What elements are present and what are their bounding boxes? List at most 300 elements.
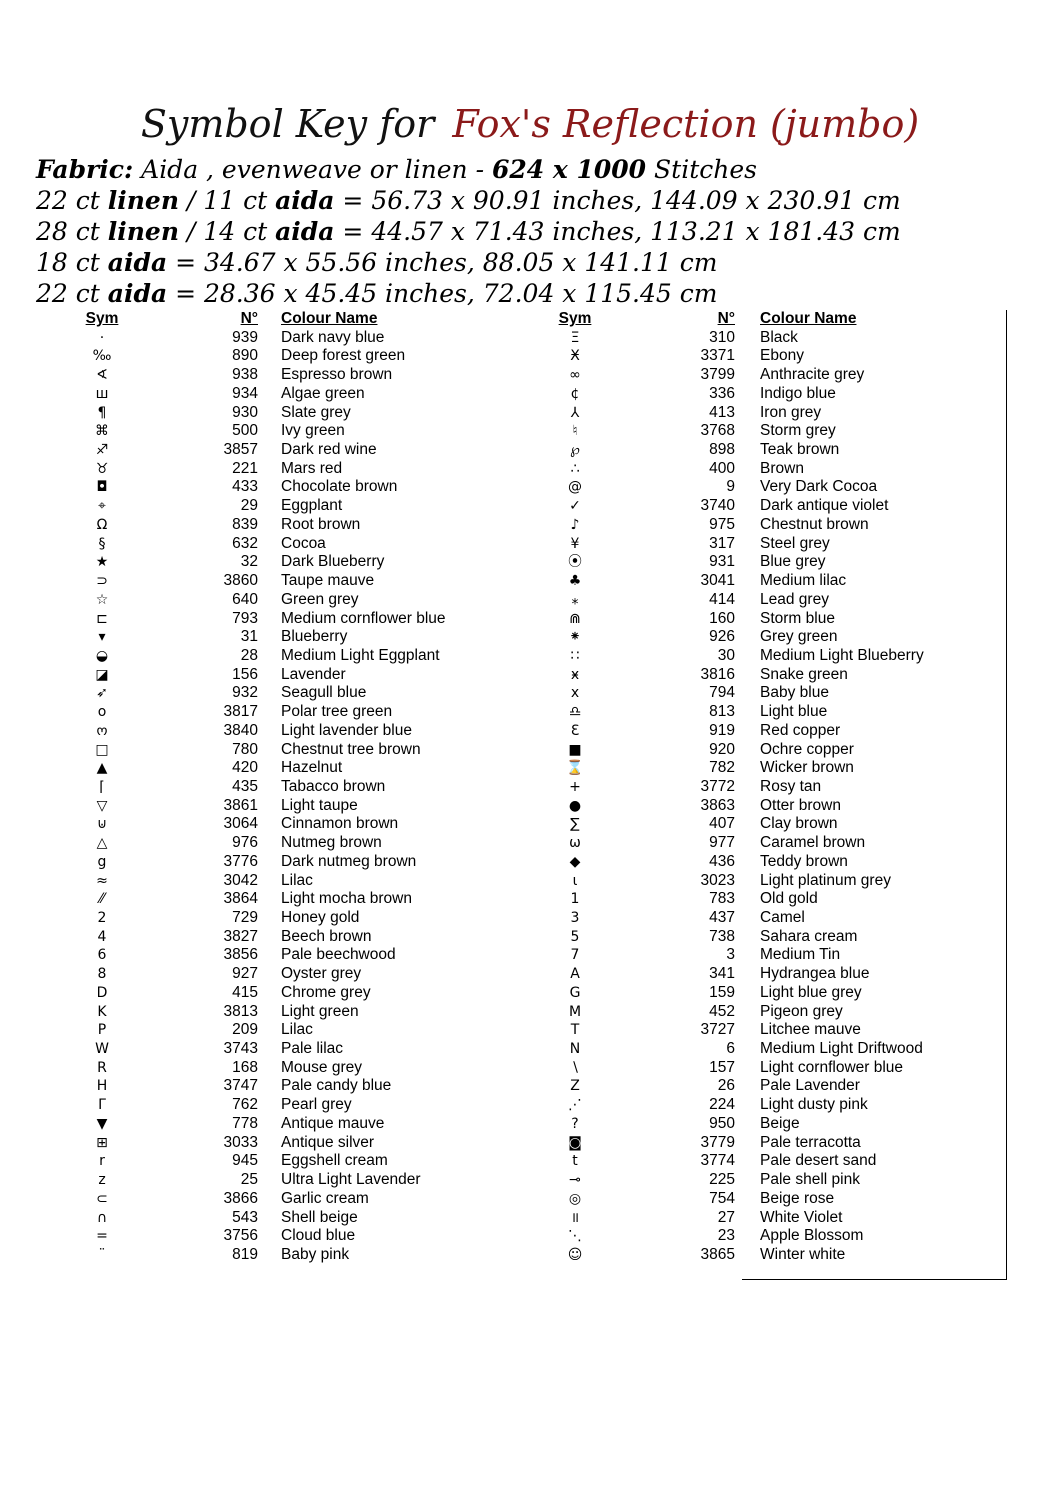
table-row	[0, 1115, 520, 1134]
number-cell: 30	[717, 646, 735, 664]
number-cell: 3866	[223, 1189, 258, 1207]
key-column-right	[520, 310, 1060, 1265]
number-cell: 938	[232, 366, 258, 384]
colour-name-cell: Ochre copper	[760, 740, 854, 758]
symbol-cell: ⌘	[95, 423, 109, 440]
table-row	[0, 1003, 520, 1022]
colour-name-cell: Espresso brown	[281, 366, 393, 384]
symbol-cell: 7	[570, 947, 580, 964]
table-row	[0, 778, 520, 797]
symbol-cell: ♉	[95, 460, 109, 477]
symbol-cell: ∷	[570, 647, 580, 664]
symbol-cell: ▲	[96, 760, 108, 777]
symbol-cell: A	[570, 966, 580, 983]
colour-name-cell: Beech brown	[281, 927, 372, 945]
number-cell: 3799	[700, 366, 735, 384]
number-cell: 931	[709, 553, 735, 571]
colour-name-cell: Light blue grey	[760, 983, 862, 1001]
symbol-cell: ∢	[96, 367, 108, 384]
number-cell: 224	[709, 1096, 735, 1114]
table-row	[0, 1059, 520, 1078]
symbol-cell: ☆	[95, 591, 109, 608]
colour-name-cell: Camel	[760, 909, 805, 926]
colour-name-cell: Pale lilac	[281, 1040, 344, 1058]
size-line-18ct-aida: 18 ct aida = 34.67 x 55.56 inches, 88.05 x 141.11 cm	[36, 248, 718, 277]
colour-name-cell: Pale shell pink	[760, 1171, 860, 1189]
table-row	[520, 1040, 1060, 1059]
table-row	[520, 853, 1060, 872]
colour-name-cell: Cloud blue	[281, 1227, 356, 1245]
symbol-cell: ॥	[570, 1209, 580, 1226]
symbol-cell: ⋒	[569, 610, 581, 627]
colour-name-cell: Root brown	[281, 515, 361, 533]
table-row	[520, 1021, 1060, 1040]
symbol-cell: +	[569, 778, 581, 795]
table-row	[520, 422, 1060, 441]
number-cell: 975	[709, 515, 735, 533]
table-row	[0, 666, 520, 685]
symbol-cell: 8	[97, 966, 107, 983]
number-cell: 839	[232, 515, 258, 533]
table-row	[520, 890, 1060, 909]
number-cell: 950	[709, 1114, 735, 1132]
colour-name-cell: Lilac	[281, 1021, 313, 1039]
number-cell: 3033	[223, 1133, 258, 1151]
number-cell: 778	[232, 1114, 258, 1132]
number-cell: 3857	[223, 441, 258, 459]
table-row	[520, 478, 1060, 497]
number-cell: 920	[709, 740, 735, 758]
colour-name-cell: Chrome grey	[281, 983, 371, 1001]
table-row	[0, 834, 520, 853]
number-cell: 3740	[700, 497, 735, 515]
symbol-cell: ♮	[572, 423, 578, 440]
colour-name-cell: Light blue	[760, 703, 828, 721]
number-cell: 9	[726, 478, 735, 496]
symbol-cell: Ӿ	[570, 348, 580, 365]
size-line-22ct-linen: 22 ct linen / 11 ct aida = 56.73 x 90.91 inches, 144.09 x 230.91 cm	[36, 186, 901, 215]
number-cell: 437	[709, 909, 735, 926]
number-cell: 3743	[223, 1040, 258, 1058]
symbol-cell: ◙	[568, 1134, 582, 1151]
symbol-cell: x	[570, 685, 580, 702]
colour-name-cell: Hazelnut	[281, 759, 343, 777]
table-row	[520, 1190, 1060, 1209]
colour-name-cell: Pale candy blue	[281, 1077, 392, 1095]
number-cell: 26	[717, 1077, 735, 1095]
table-row	[520, 647, 1060, 666]
symbol-cell: Ξ	[570, 329, 580, 346]
number-cell: 28	[240, 646, 258, 664]
table-row	[520, 666, 1060, 685]
colour-name-cell: Pearl grey	[281, 1096, 352, 1114]
symbol-cell: □	[95, 741, 109, 758]
number-cell: 3816	[700, 665, 735, 683]
table-row	[0, 516, 520, 535]
size-line-28ct-linen: 28 ct linen / 14 ct aida = 44.57 x 71.43 inches, 113.21 x 181.43 cm	[36, 217, 901, 246]
number-cell: 3827	[223, 927, 258, 945]
symbol-cell: 5	[570, 928, 580, 945]
number-cell: 543	[232, 1208, 258, 1226]
symbol-cell: 6	[97, 947, 107, 964]
colour-name-cell: Storm blue	[760, 609, 835, 627]
number-cell: 317	[709, 534, 735, 552]
table-row	[520, 741, 1060, 760]
symbol-cell: ∴	[570, 460, 580, 477]
number-cell: 3772	[700, 777, 735, 795]
colour-name-cell: Light green	[281, 1002, 359, 1020]
number-cell: 225	[709, 1171, 735, 1189]
symbol-cell: ■	[568, 741, 582, 758]
symbol-cell: D	[96, 984, 108, 1001]
colour-name-cell: Blue grey	[760, 553, 826, 571]
key-column-left	[0, 310, 520, 1265]
colour-name-cell: Light cornflower blue	[760, 1058, 904, 1076]
colour-name-cell: Polar tree green	[281, 703, 393, 721]
symbol-cell: T	[570, 1022, 580, 1039]
colour-name-cell: Sahara cream	[760, 927, 858, 945]
symbol-cell: ¥	[570, 535, 580, 552]
number-cell: 157	[709, 1058, 735, 1076]
number-cell: 738	[709, 927, 735, 945]
table-row	[0, 1021, 520, 1040]
number-cell: 310	[709, 328, 735, 346]
table-row	[520, 1152, 1060, 1171]
colour-name-cell: Red copper	[760, 721, 841, 739]
table-row	[520, 1059, 1060, 1078]
symbol-cell: ≈	[96, 872, 108, 889]
colour-name-cell: Slate grey	[281, 403, 351, 421]
number-cell: 168	[232, 1058, 258, 1076]
colour-name-cell: Grey green	[760, 628, 838, 646]
symbol-cell: ♎	[568, 704, 582, 721]
number-cell: 3	[726, 946, 735, 964]
table-row	[0, 946, 520, 965]
symbol-cell: ო	[96, 722, 108, 739]
table-row	[0, 347, 520, 366]
pattern-name: Fox's Reflection (jumbo)	[452, 102, 920, 146]
table-row	[0, 703, 520, 722]
symbol-cell: N	[569, 1041, 581, 1058]
colour-name-cell: Teddy brown	[760, 852, 848, 870]
table-row	[520, 1134, 1060, 1153]
number-cell: 794	[709, 684, 735, 702]
colour-name-cell: Steel grey	[760, 534, 830, 552]
table-row	[0, 1134, 520, 1153]
table-row	[520, 722, 1060, 741]
symbol-cell: ⁄⁄	[99, 891, 105, 908]
symbol-cell: ⅄	[570, 404, 580, 421]
table-row	[520, 385, 1060, 404]
table-row	[520, 1096, 1060, 1115]
symbol-cell: ◒	[95, 647, 109, 664]
symbol-cell: ∑	[570, 816, 580, 833]
number-cell: 6	[726, 1040, 735, 1058]
number-cell: 159	[709, 983, 735, 1001]
symbol-cell: z	[98, 1172, 106, 1189]
header-colour-name: Colour Name	[281, 310, 378, 327]
colour-name-cell: Ultra Light Lavender	[281, 1171, 421, 1189]
number-cell: 414	[709, 590, 735, 608]
right-border-line	[1006, 310, 1007, 1280]
colour-name-cell: Garlic cream	[281, 1189, 369, 1207]
colour-name-cell: Baby pink	[281, 1245, 350, 1263]
colour-name-cell: Mars red	[281, 459, 343, 477]
number-cell: 3813	[223, 1002, 258, 1020]
table-row	[520, 441, 1060, 460]
number-cell: 31	[240, 628, 258, 646]
colour-name-cell: Light dusty pink	[760, 1096, 868, 1114]
number-cell: 932	[232, 684, 258, 702]
symbol-cell: g	[97, 853, 107, 870]
number-cell: 3864	[223, 890, 258, 908]
symbol-cell: t	[572, 1153, 578, 1170]
table-row	[0, 1040, 520, 1059]
table-row	[0, 497, 520, 516]
table-row	[520, 872, 1060, 891]
table-row	[0, 872, 520, 891]
number-cell: 783	[709, 890, 735, 908]
symbol-cell: ⊂	[96, 1190, 108, 1207]
number-cell: 898	[709, 441, 735, 459]
header-sym: Sym	[558, 310, 592, 327]
symbol-cell: ♐	[95, 442, 109, 459]
colour-name-cell: Teak brown	[760, 441, 840, 459]
colour-name-cell: Taupe mauve	[281, 572, 375, 590]
symbol-cell: ◆	[569, 853, 581, 870]
colour-name-cell: Mouse grey	[281, 1058, 362, 1076]
symbol-cell: ɩ	[572, 872, 578, 889]
table-row	[520, 1171, 1060, 1190]
colour-name-cell: Black	[760, 328, 798, 346]
table-row	[0, 965, 520, 984]
symbol-cell: ∖	[570, 1059, 580, 1076]
number-cell: 3817	[223, 703, 258, 721]
left-rows	[0, 329, 520, 1265]
symbol-cell: ➶	[96, 685, 108, 702]
symbol-cell: ∞	[569, 367, 581, 384]
colour-name-cell: Deep forest green	[281, 347, 406, 365]
table-row	[520, 610, 1060, 629]
colour-name-cell: Pale Lavender	[760, 1077, 860, 1095]
table-row	[520, 909, 1060, 928]
number-cell: 976	[232, 834, 258, 852]
number-cell: 25	[240, 1171, 258, 1189]
table-row	[520, 1077, 1060, 1096]
colour-name-cell: Iron grey	[760, 403, 822, 421]
number-cell: 3041	[700, 572, 735, 590]
symbol-cell: P	[97, 1022, 107, 1039]
table-row	[520, 928, 1060, 947]
colour-name-cell: Green grey	[281, 590, 359, 608]
number-cell: 890	[232, 347, 258, 365]
table-row	[520, 535, 1060, 554]
colour-name-cell: Storm grey	[760, 422, 836, 440]
table-row	[520, 1227, 1060, 1246]
symbol-cell: =	[96, 1228, 108, 1245]
table-row	[0, 741, 520, 760]
colour-name-cell: Shell beige	[281, 1208, 358, 1226]
number-cell: 3856	[223, 946, 258, 964]
colour-name-cell: Medium Light Blueberry	[760, 646, 924, 664]
colour-name-cell: Pale desert sand	[760, 1152, 877, 1170]
number-cell: 407	[709, 815, 735, 833]
colour-name-cell: Lead grey	[760, 590, 829, 608]
colour-name-cell: Chestnut brown	[760, 515, 869, 533]
colour-name-cell: Antique silver	[281, 1133, 375, 1151]
number-cell: 939	[232, 328, 258, 346]
symbol-cell: R	[97, 1059, 107, 1076]
table-row	[520, 460, 1060, 479]
number-cell: 977	[709, 834, 735, 852]
symbol-cell: ♪	[570, 516, 580, 533]
colour-name-cell: Blueberry	[281, 628, 348, 646]
colour-name-cell: White Violet	[760, 1208, 843, 1226]
colour-name-cell: Litchee mauve	[760, 1021, 861, 1039]
symbol-cell: ◪	[95, 666, 109, 683]
number-cell: 341	[709, 965, 735, 983]
number-cell: 934	[232, 384, 258, 402]
symbol-cell: ◘	[96, 479, 108, 496]
symbol-cell: §	[98, 535, 106, 552]
symbol-cell: ⊏	[96, 610, 108, 627]
symbol-cell: ℘	[570, 442, 580, 459]
symbol-cell: 4	[97, 928, 107, 945]
colour-name-cell: Eggplant	[281, 497, 343, 515]
symbol-cell: 3	[570, 910, 580, 926]
table-row	[0, 404, 520, 423]
symbol-cell: ⌈	[99, 778, 105, 795]
table-row	[0, 591, 520, 610]
table-row	[0, 460, 520, 479]
title-lead: Symbol Key for	[140, 102, 435, 146]
symbol-cell: ¨	[98, 1246, 106, 1263]
table-row	[0, 1209, 520, 1228]
table-row	[520, 797, 1060, 816]
symbol-cell: ▼	[96, 1115, 108, 1132]
colour-name-cell: Rosy tan	[760, 777, 822, 795]
symbol-cell: ‰	[92, 348, 112, 365]
colour-name-cell: Medium cornflower blue	[281, 609, 446, 627]
number-cell: 23	[717, 1227, 735, 1245]
number-cell: 400	[709, 459, 735, 477]
symbol-cell: H	[96, 1078, 108, 1095]
symbol-cell: ▾	[98, 629, 106, 646]
colour-name-cell: Eggshell cream	[281, 1152, 388, 1170]
colour-name-cell: Baby blue	[760, 684, 829, 702]
number-cell: 413	[709, 403, 735, 421]
number-cell: 3865	[700, 1245, 735, 1263]
colour-name-cell: Very Dark Cocoa	[760, 478, 878, 496]
header-number: N°	[240, 310, 258, 327]
colour-name-cell: Anthracite grey	[760, 366, 865, 384]
number-cell: 3860	[223, 572, 258, 590]
symbol-cell: Ω	[96, 516, 108, 533]
number-cell: 3756	[223, 1227, 258, 1245]
table-row	[520, 404, 1060, 423]
symbol-cell: ⋰	[568, 1097, 582, 1114]
colour-name-cell: Brown	[760, 459, 804, 477]
table-row	[0, 329, 520, 348]
colour-name-cell: Old gold	[760, 890, 818, 908]
number-cell: 433	[232, 478, 258, 496]
number-cell: 3774	[700, 1152, 735, 1170]
number-cell: 793	[232, 609, 258, 627]
colour-name-cell: Dark navy blue	[281, 328, 385, 346]
table-row	[520, 628, 1060, 647]
table-row	[520, 553, 1060, 572]
symbol-cell: △	[96, 835, 108, 852]
table-row	[0, 628, 520, 647]
symbol-cell: ¶	[97, 404, 107, 421]
number-cell: 452	[709, 1002, 735, 1020]
table-row	[0, 890, 520, 909]
size-line-22ct-aida: 22 ct aida = 28.36 x 45.45 inches, 72.04 x 115.45 cm	[36, 279, 718, 308]
colour-name-cell: Tabacco brown	[281, 777, 386, 795]
symbol-cell: ★	[95, 554, 109, 571]
table-row	[520, 984, 1060, 1003]
colour-name-cell: Light lavender blue	[281, 721, 412, 739]
colour-name-cell: Chestnut tree brown	[281, 740, 421, 758]
number-cell: 919	[709, 721, 735, 739]
number-cell: 435	[232, 777, 258, 795]
colour-name-cell: Cinnamon brown	[281, 815, 399, 833]
number-cell: 930	[232, 403, 258, 421]
colour-name-cell: Dark antique violet	[760, 497, 889, 515]
symbol-cell: W	[95, 1041, 109, 1058]
table-row	[520, 366, 1060, 385]
table-row	[520, 834, 1060, 853]
number-cell: 3779	[700, 1133, 735, 1151]
number-cell: 754	[709, 1189, 735, 1207]
table-row	[0, 909, 520, 928]
symbol-cell: @	[568, 479, 582, 496]
number-cell: 3371	[700, 347, 735, 365]
number-cell: 3776	[223, 852, 258, 870]
fabric-line: Fabric: Aida , evenweave or linen - 624 x 1000 Stitches	[36, 155, 757, 184]
table-row	[0, 853, 520, 872]
colour-name-cell: Beige rose	[760, 1189, 835, 1207]
number-cell: 3768	[700, 422, 735, 440]
colour-name-cell: Indigo blue	[760, 384, 836, 402]
number-cell: 926	[709, 628, 735, 646]
table-row	[520, 703, 1060, 722]
number-cell: 729	[232, 909, 258, 926]
symbol-cell: ·	[99, 329, 105, 346]
symbol-cell: ◎	[568, 1190, 582, 1207]
symbol-cell: Γ	[98, 1097, 106, 1114]
colour-name-cell: Dark red wine	[281, 441, 377, 459]
table-row	[0, 722, 520, 741]
colour-name-cell: Beige	[760, 1114, 800, 1132]
number-cell: 3863	[700, 796, 735, 814]
table-row	[0, 422, 520, 441]
table-row	[520, 1115, 1060, 1134]
colour-name-cell: Algae green	[281, 384, 365, 402]
table-row	[520, 1003, 1060, 1022]
number-cell: 156	[232, 665, 258, 683]
number-cell: 3042	[223, 871, 258, 889]
table-row	[0, 478, 520, 497]
table-row	[0, 815, 520, 834]
colour-name-cell: Lilac	[281, 871, 313, 889]
symbol-cell: r	[99, 1153, 105, 1170]
symbol-cell: ∩	[96, 1209, 108, 1226]
number-cell: 336	[709, 384, 735, 402]
table-row	[0, 610, 520, 629]
number-cell: 27	[717, 1208, 735, 1226]
colour-name-cell: Otter brown	[760, 796, 841, 814]
